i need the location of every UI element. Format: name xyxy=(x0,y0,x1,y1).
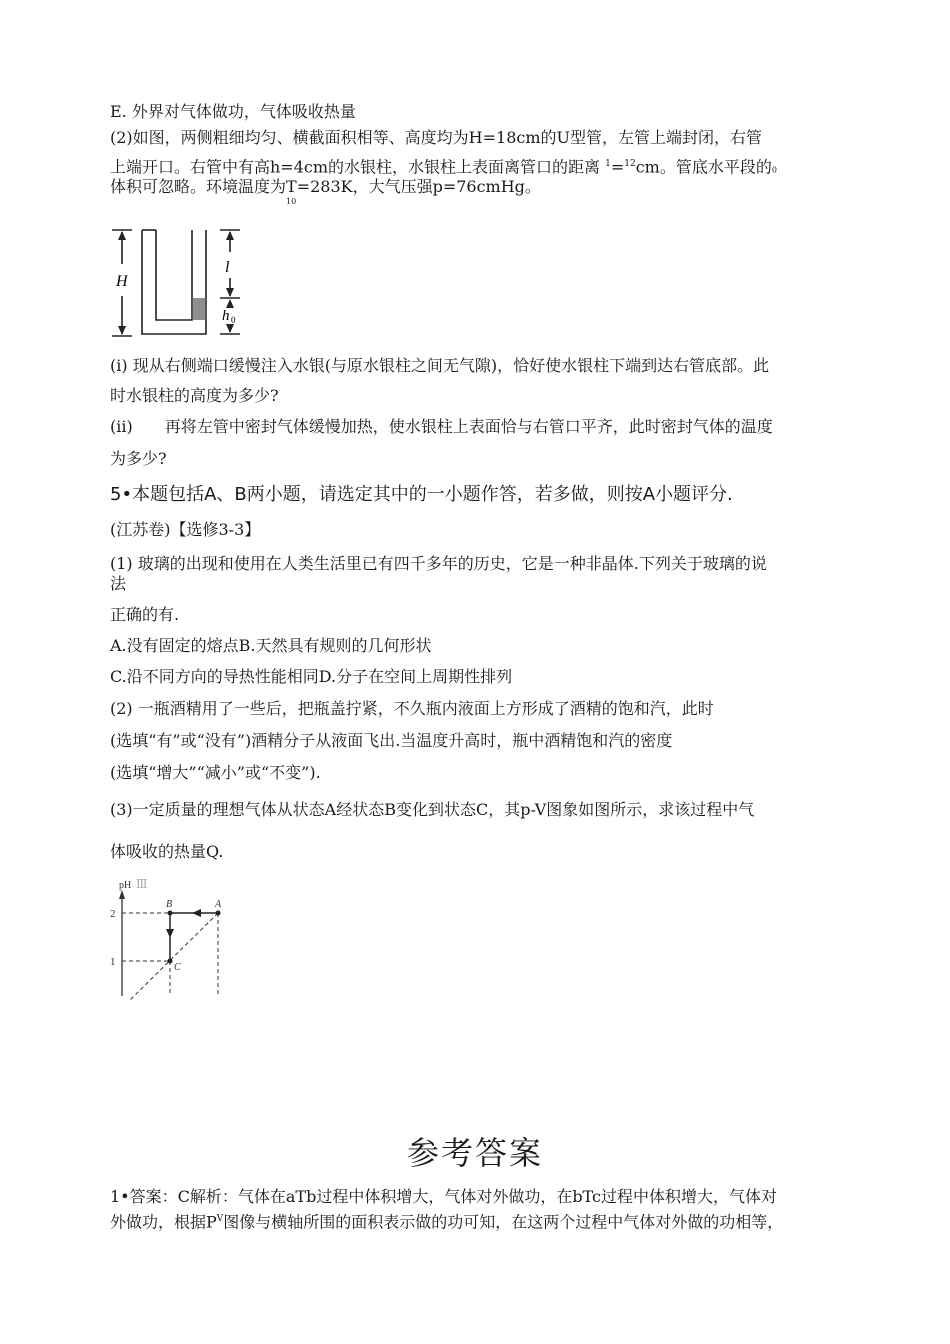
mercury-column xyxy=(193,298,206,320)
u-tube-figure xyxy=(108,226,248,346)
tick-2: 2 xyxy=(110,908,116,920)
point-c-dot xyxy=(168,959,173,964)
point-a-label: A xyxy=(215,899,222,910)
y-axis-label: pH xyxy=(119,880,132,891)
answers-title: 参考答案 xyxy=(406,1134,543,1172)
q4-part2-line2: 上端开口。右管中有高h=4cm的水银柱，水银柱上表面离管口的距离 $^1$=$^{12}$cm。管底水平段的0 xyxy=(110,157,777,177)
answer-1-line2: 外做功，根据$P^V$图像与横轴所围的面积表示做的功可知，在这两个过程中气体对外做的功相等， xyxy=(110,1212,784,1232)
q5-p1-line1: (1) 玻璃的出现和使用在人类生活里已有四千多年的历史，它是一种非晶体.下列关于玻璃的说 xyxy=(110,554,767,573)
tick-1: 1 xyxy=(110,956,116,968)
label-h0: h xyxy=(222,308,230,324)
q5-intro: 5•本题包括A、B两小题，请选定其中的一小题作答，若多做，则按A小题评分. xyxy=(110,484,733,505)
q5-p3-line1: (3)一定质量的理想气体从状态A经状态B变化到状态C，其p-V图象如图所示，求该过程中气 xyxy=(110,800,755,819)
origin-line xyxy=(130,913,218,1000)
q4-part2-line1: (2)如图，两侧粗细均匀、横截面积相等、高度均为H=18cm的U型管，左管上端封闭，右管 xyxy=(110,128,763,147)
label-h0-sub: 0 xyxy=(231,315,236,325)
sub-ii-line1: (ii) 再将左管中密封气体缓慢加热，使水银柱上表面恰与右管口平齐，此时密封气体的温度 xyxy=(110,417,773,436)
point-b-dot xyxy=(168,911,173,916)
label-l: l xyxy=(225,259,230,276)
pv-graph xyxy=(108,876,238,1000)
point-c-label: C xyxy=(174,962,181,973)
option-e: E. 外界对气体做功，气体吸收热量 xyxy=(110,102,356,121)
sub-i-line2: 时水银柱的高度为多少? xyxy=(110,386,279,405)
y-axis-unit: Ⅲ xyxy=(136,877,148,891)
q5-options-ab: A.没有固定的熔点B.天然具有规则的几何形状 xyxy=(110,636,432,655)
q5-p2-line2: (选填“有”或“没有”)酒精分子从液面飞出.当温度升高时，瓶中酒精饱和汽的密度 xyxy=(110,731,673,750)
q5-section: (江苏卷)【选修3-3】 xyxy=(110,520,261,539)
q5-options-cd: C.沿不同方向的导热性能相同D.分子在空间上周期性排列 xyxy=(110,667,513,686)
point-a-dot xyxy=(216,911,221,916)
point-b-label: B xyxy=(166,899,173,910)
q4-part2-line3: 体积可忽略。环境温度为 10 T=283K，大气压强p=76cmHg。 xyxy=(110,177,541,206)
answer-1-line1: 1•答案：C解析：气体在aTb过程中体积增大，气体对外做功，在bTc过程中体积增大，气体对 xyxy=(110,1187,777,1206)
q5-p1-line2: 法 xyxy=(110,574,127,593)
q5-p2-line1: (2) 一瓶酒精用了一些后，把瓶盖拧紧，不久瓶内液面上方形成了酒精的饱和汽，此时 xyxy=(110,699,714,718)
sub-ii-line2: 为多少? xyxy=(110,449,167,468)
label-H: H xyxy=(116,273,128,290)
q5-p3-line2: 体吸收的热量Q. xyxy=(110,842,224,861)
q5-p2-line3: (选填“增大”“减小”或“不变”). xyxy=(110,763,321,782)
q5-p1-line3: 正确的有. xyxy=(110,605,180,624)
sub-i-line1: (i) 现从右侧端口缓慢注入水银(与原水银柱之间无气隙)，恰好使水银柱下端到达右管底部。此 xyxy=(110,356,770,375)
